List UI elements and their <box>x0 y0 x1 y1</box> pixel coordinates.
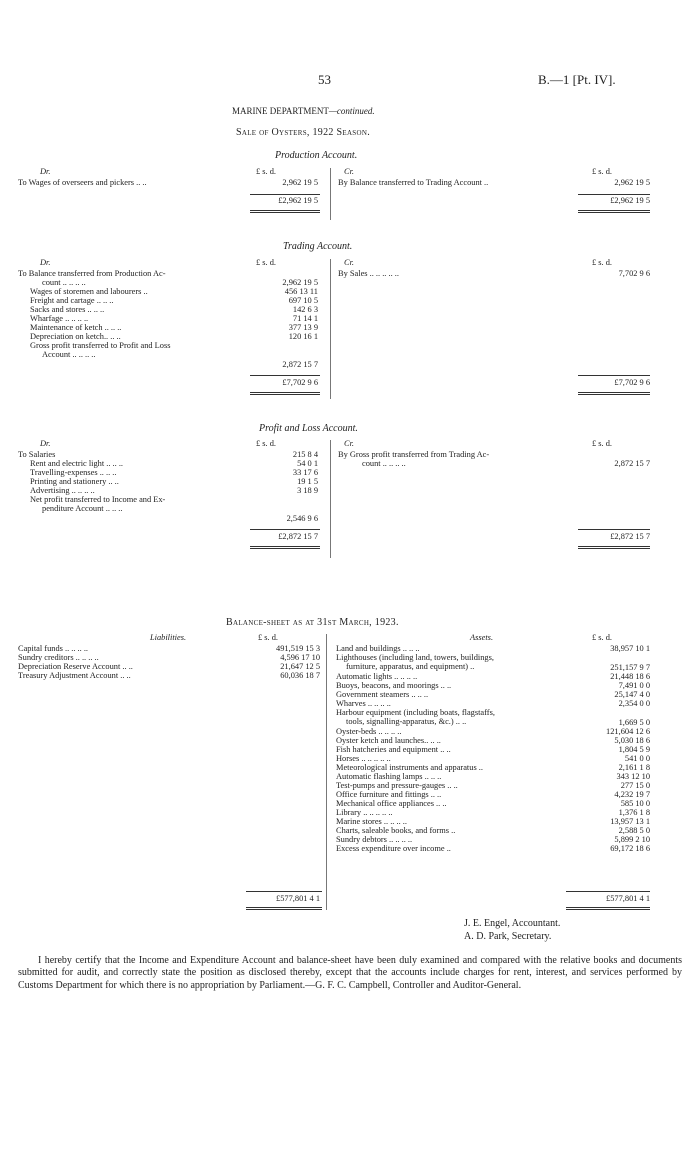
profit-loss-right-amount: 2,872 15 7 <box>614 459 650 468</box>
trading-left-amount: 2,872 15 7 <box>282 360 318 369</box>
trading-left-amount: 697 10 5 <box>288 296 318 305</box>
production-left-item: To Wages of overseers and pickers .. .. <box>18 178 147 187</box>
liability-amount: 4,596 17 10 <box>280 653 320 662</box>
trading-right-total: £7,702 9 6 <box>614 378 650 387</box>
asset-amount: 25,147 4 0 <box>614 690 650 699</box>
production-left-total: £2,962 19 5 <box>278 196 318 205</box>
trading-right-currency: £ s. d. <box>592 258 613 267</box>
production-right-rule <box>578 194 650 195</box>
asset-item: Wharves .. .. .. .. <box>336 699 391 708</box>
asset-amount: 277 15 0 <box>620 781 650 790</box>
asset-item: Test-pumps and pressure-gauges .. .. <box>336 781 458 790</box>
profit-loss-left-amount: 215 8 4 <box>292 450 318 459</box>
balance-sheet-title: Balance-sheet as at 31st March, 1923. <box>226 617 399 628</box>
profit-loss-divider <box>330 440 331 558</box>
asset-item: Oyster-beds .. .. .. .. <box>336 727 402 736</box>
document-reference: B.—1 [Pt. IV]. <box>538 72 616 87</box>
asset-amount: 7,491 0 0 <box>618 681 650 690</box>
profit-loss-left-item: Net profit transferred to Income and Ex- <box>30 495 166 504</box>
profit-loss-right-rule <box>578 529 650 530</box>
trading-divider <box>330 259 331 399</box>
liabilities-rule <box>246 891 322 892</box>
assets-double-rule <box>566 907 650 910</box>
production-left-double-rule <box>250 210 320 213</box>
profit-loss-left-amount: 3 18 9 <box>297 486 318 495</box>
asset-amount: 121,604 12 6 <box>606 727 650 736</box>
profit-loss-left-amount: 33 17 6 <box>292 468 318 477</box>
asset-amount: 2,354 0 0 <box>618 699 650 708</box>
production-right-amount: 2,962 19 5 <box>614 178 650 187</box>
production-dr-label: Dr. <box>40 167 51 176</box>
profit-loss-left-double-rule <box>250 546 320 549</box>
production-right-total: £2,962 19 5 <box>610 196 650 205</box>
trading-left-item: Depreciation on ketch.. .. .. <box>30 332 121 341</box>
trading-left-item: Gross profit transferred to Profit and Loss <box>30 341 171 350</box>
trading-cr-label: Cr. <box>344 258 355 267</box>
trading-left-item: Wharfage .. .. .. .. <box>30 314 89 323</box>
asset-item: Library .. .. .. .. .. <box>336 808 393 817</box>
trading-dr-label: Dr. <box>40 258 51 267</box>
liabilities-label: Liabilities. <box>150 633 187 642</box>
production-left-rule <box>250 194 320 195</box>
liabilities-total: £577,801 4 1 <box>276 894 320 903</box>
asset-item: Sundry debtors .. .. .. .. <box>336 835 413 844</box>
trading-left-item: Freight and cartage .. .. .. <box>30 296 114 305</box>
production-divider <box>330 168 331 220</box>
trading-left-rule <box>250 375 320 376</box>
profit-loss-right-item: count .. .. .. .. <box>362 459 406 468</box>
asset-amount: 1,804 5 9 <box>618 745 650 754</box>
production-account-title: Production Account. <box>275 150 358 161</box>
page-number: 53 <box>318 72 331 87</box>
production-left-amount: 2,962 19 5 <box>282 178 318 187</box>
asset-item: Horses .. .. .. .. .. <box>336 754 391 763</box>
asset-amount: 585 10 0 <box>620 799 650 808</box>
liability-item: Capital funds .. .. .. .. <box>18 644 89 653</box>
asset-item: Harbour equipment (including boats, flagstaffs, <box>336 708 495 717</box>
trading-left-item: Account .. .. .. .. <box>42 350 96 359</box>
asset-item: Automatic lights .. .. .. .. <box>336 672 418 681</box>
profit-loss-left-rule <box>250 529 320 530</box>
liability-amount: 21,647 12 5 <box>280 662 320 671</box>
balance-sheet-divider <box>326 634 327 910</box>
production-cr-label: Cr. <box>344 167 355 176</box>
liability-item: Sundry creditors .. .. .. .. <box>18 653 99 662</box>
trading-left-amount: 120 16 1 <box>288 332 318 341</box>
production-right-double-rule <box>578 210 650 213</box>
department-name: MARINE DEPARTMENT <box>232 106 329 116</box>
assets-total: £577,801 4 1 <box>606 894 650 903</box>
signature-accountant: J. E. Engel, Accountant. <box>464 918 561 929</box>
asset-amount: 5,899 2 10 <box>614 835 650 844</box>
liabilities-double-rule <box>246 907 322 910</box>
profit-loss-right-currency: £ s. d. <box>592 439 613 448</box>
trading-left-double-rule <box>250 392 320 395</box>
liability-amount: 60,036 18 7 <box>280 671 320 680</box>
profit-loss-left-item: Rent and electric light .. .. .. <box>30 459 124 468</box>
asset-amount: 2,161 1 8 <box>618 763 650 772</box>
trading-left-item: To Balance transferred from Production Ac- <box>18 269 166 278</box>
asset-amount: 21,448 18 6 <box>610 672 650 681</box>
asset-item: Oyster ketch and launches.. .. .. <box>336 736 441 745</box>
liability-amount: 491,519 15 3 <box>276 644 320 653</box>
trading-left-item: Maintenance of ketch .. .. .. <box>30 323 122 332</box>
asset-amount: 4,232 19 7 <box>614 790 650 799</box>
profit-loss-left-total: £2,872 15 7 <box>278 532 318 541</box>
asset-item: Land and buildings .. .. .. <box>336 644 420 653</box>
profit-loss-left-item: To Salaries <box>18 450 56 459</box>
trading-left-amount: 142 6 3 <box>292 305 318 314</box>
profit-loss-right-total: £2,872 15 7 <box>610 532 650 541</box>
asset-item: Charts, saleable books, and forms .. <box>336 826 456 835</box>
asset-item: tools, signalling-apparatus, &c.) .. .. <box>346 717 467 726</box>
asset-item: Buoys, beacons, and moorings .. .. <box>336 681 452 690</box>
asset-amount: 5,030 18 6 <box>614 736 650 745</box>
trading-right-rule <box>578 375 650 376</box>
asset-amount: 541 0 0 <box>624 754 650 763</box>
trading-left-item: Sacks and stores .. .. .. <box>30 305 105 314</box>
asset-item: Government steamers .. .. .. <box>336 690 429 699</box>
profit-loss-cr-label: Cr. <box>344 439 355 448</box>
profit-loss-right-double-rule <box>578 546 650 549</box>
liability-item: Depreciation Reserve Account .. .. <box>18 662 133 671</box>
asset-amount: 251,157 9 7 <box>610 663 650 672</box>
asset-item: Mechanical office appliances .. .. <box>336 799 447 808</box>
asset-item: Automatic flashing lamps .. .. .. <box>336 772 442 781</box>
asset-item: Fish hatcheries and equipment .. .. <box>336 745 451 754</box>
asset-amount: 1,669 5 0 <box>618 718 650 727</box>
asset-item: Marine stores .. .. .. .. <box>336 817 407 826</box>
assets-rule <box>566 891 650 892</box>
liability-item: Treasury Adjustment Account .. .. <box>18 671 131 680</box>
profit-loss-left-item: Printing and stationery .. .. <box>30 477 119 486</box>
profit-loss-left-currency: £ s. d. <box>256 439 277 448</box>
asset-amount: 13,957 13 1 <box>610 817 650 826</box>
trading-left-item: Wages of storemen and labourers .. <box>30 287 148 296</box>
auditor-certificate: I hereby certify that the Income and Expenditure Account and balance-sheet have been duly examined and compared with the relative books and documents submitted for audit, and correctly state the position as disclosed thereby, except that the accounts include charges for rent, interest, and services performed by Customs Department for which there is no appropriation by Parliament.—G. F. C. Campbell, Controller and Auditor-General. <box>18 955 682 991</box>
profit-loss-dr-label: Dr. <box>40 439 51 448</box>
asset-item: furniture, apparatus, and equipment) .. <box>346 662 475 671</box>
production-right-item: By Balance transferred to Trading Account .. <box>338 178 489 187</box>
profit-loss-left-amount: 19 1 5 <box>297 477 318 486</box>
asset-amount: 1,376 1 8 <box>618 808 650 817</box>
profit-loss-title: Profit and Loss Account. <box>259 423 358 434</box>
asset-amount: 2,588 5 0 <box>618 826 650 835</box>
section-title: Sale of Oysters, 1922 Season. <box>236 127 370 138</box>
trading-right-amount: 7,702 9 6 <box>618 269 650 278</box>
liabilities-currency: £ s. d. <box>258 633 279 642</box>
profit-loss-left-amount: 2,546 9 6 <box>286 514 318 523</box>
trading-account-title: Trading Account. <box>283 241 353 252</box>
trading-left-amount: 71 14 1 <box>292 314 318 323</box>
asset-amount: 343 12 10 <box>616 772 650 781</box>
production-right-currency: £ s. d. <box>592 167 613 176</box>
profit-loss-right-item: By Gross profit transferred from Trading Ac- <box>338 450 490 459</box>
department-heading <box>232 106 375 116</box>
profit-loss-left-item: Travelling-expenses .. .. .. <box>30 468 117 477</box>
trading-right-item: By Sales .. .. .. .. .. <box>338 269 399 278</box>
trading-left-total: £7,702 9 6 <box>282 378 318 387</box>
trading-left-currency: £ s. d. <box>256 258 277 267</box>
asset-amount: 69,172 18 6 <box>610 844 650 853</box>
asset-item: Lighthouses (including land, towers, buildings, <box>336 653 494 662</box>
assets-label: Assets. <box>470 633 494 642</box>
department-continued: —continued. <box>328 106 375 116</box>
asset-item: Office furniture and fittings .. .. <box>336 790 442 799</box>
trading-left-amount: 456 13 11 <box>284 287 318 296</box>
asset-item: Excess expenditure over income .. <box>336 844 451 853</box>
signature-secretary: A. D. Park, Secretary. <box>464 931 552 942</box>
trading-right-double-rule <box>578 392 650 395</box>
asset-amount: 38,957 10 1 <box>610 644 650 653</box>
trading-left-amount: 377 13 9 <box>288 323 318 332</box>
assets-currency: £ s. d. <box>592 633 613 642</box>
asset-item: Meteorological instruments and apparatus .. <box>336 763 483 772</box>
trading-left-amount: 2,962 19 5 <box>282 278 318 287</box>
profit-loss-left-amount: 54 0 1 <box>297 459 318 468</box>
production-left-currency: £ s. d. <box>256 167 277 176</box>
profit-loss-left-item: Advertising .. .. .. .. <box>30 486 95 495</box>
trading-left-item: count .. .. .. .. <box>42 278 86 287</box>
profit-loss-left-item: penditure Account .. .. .. <box>42 504 123 513</box>
